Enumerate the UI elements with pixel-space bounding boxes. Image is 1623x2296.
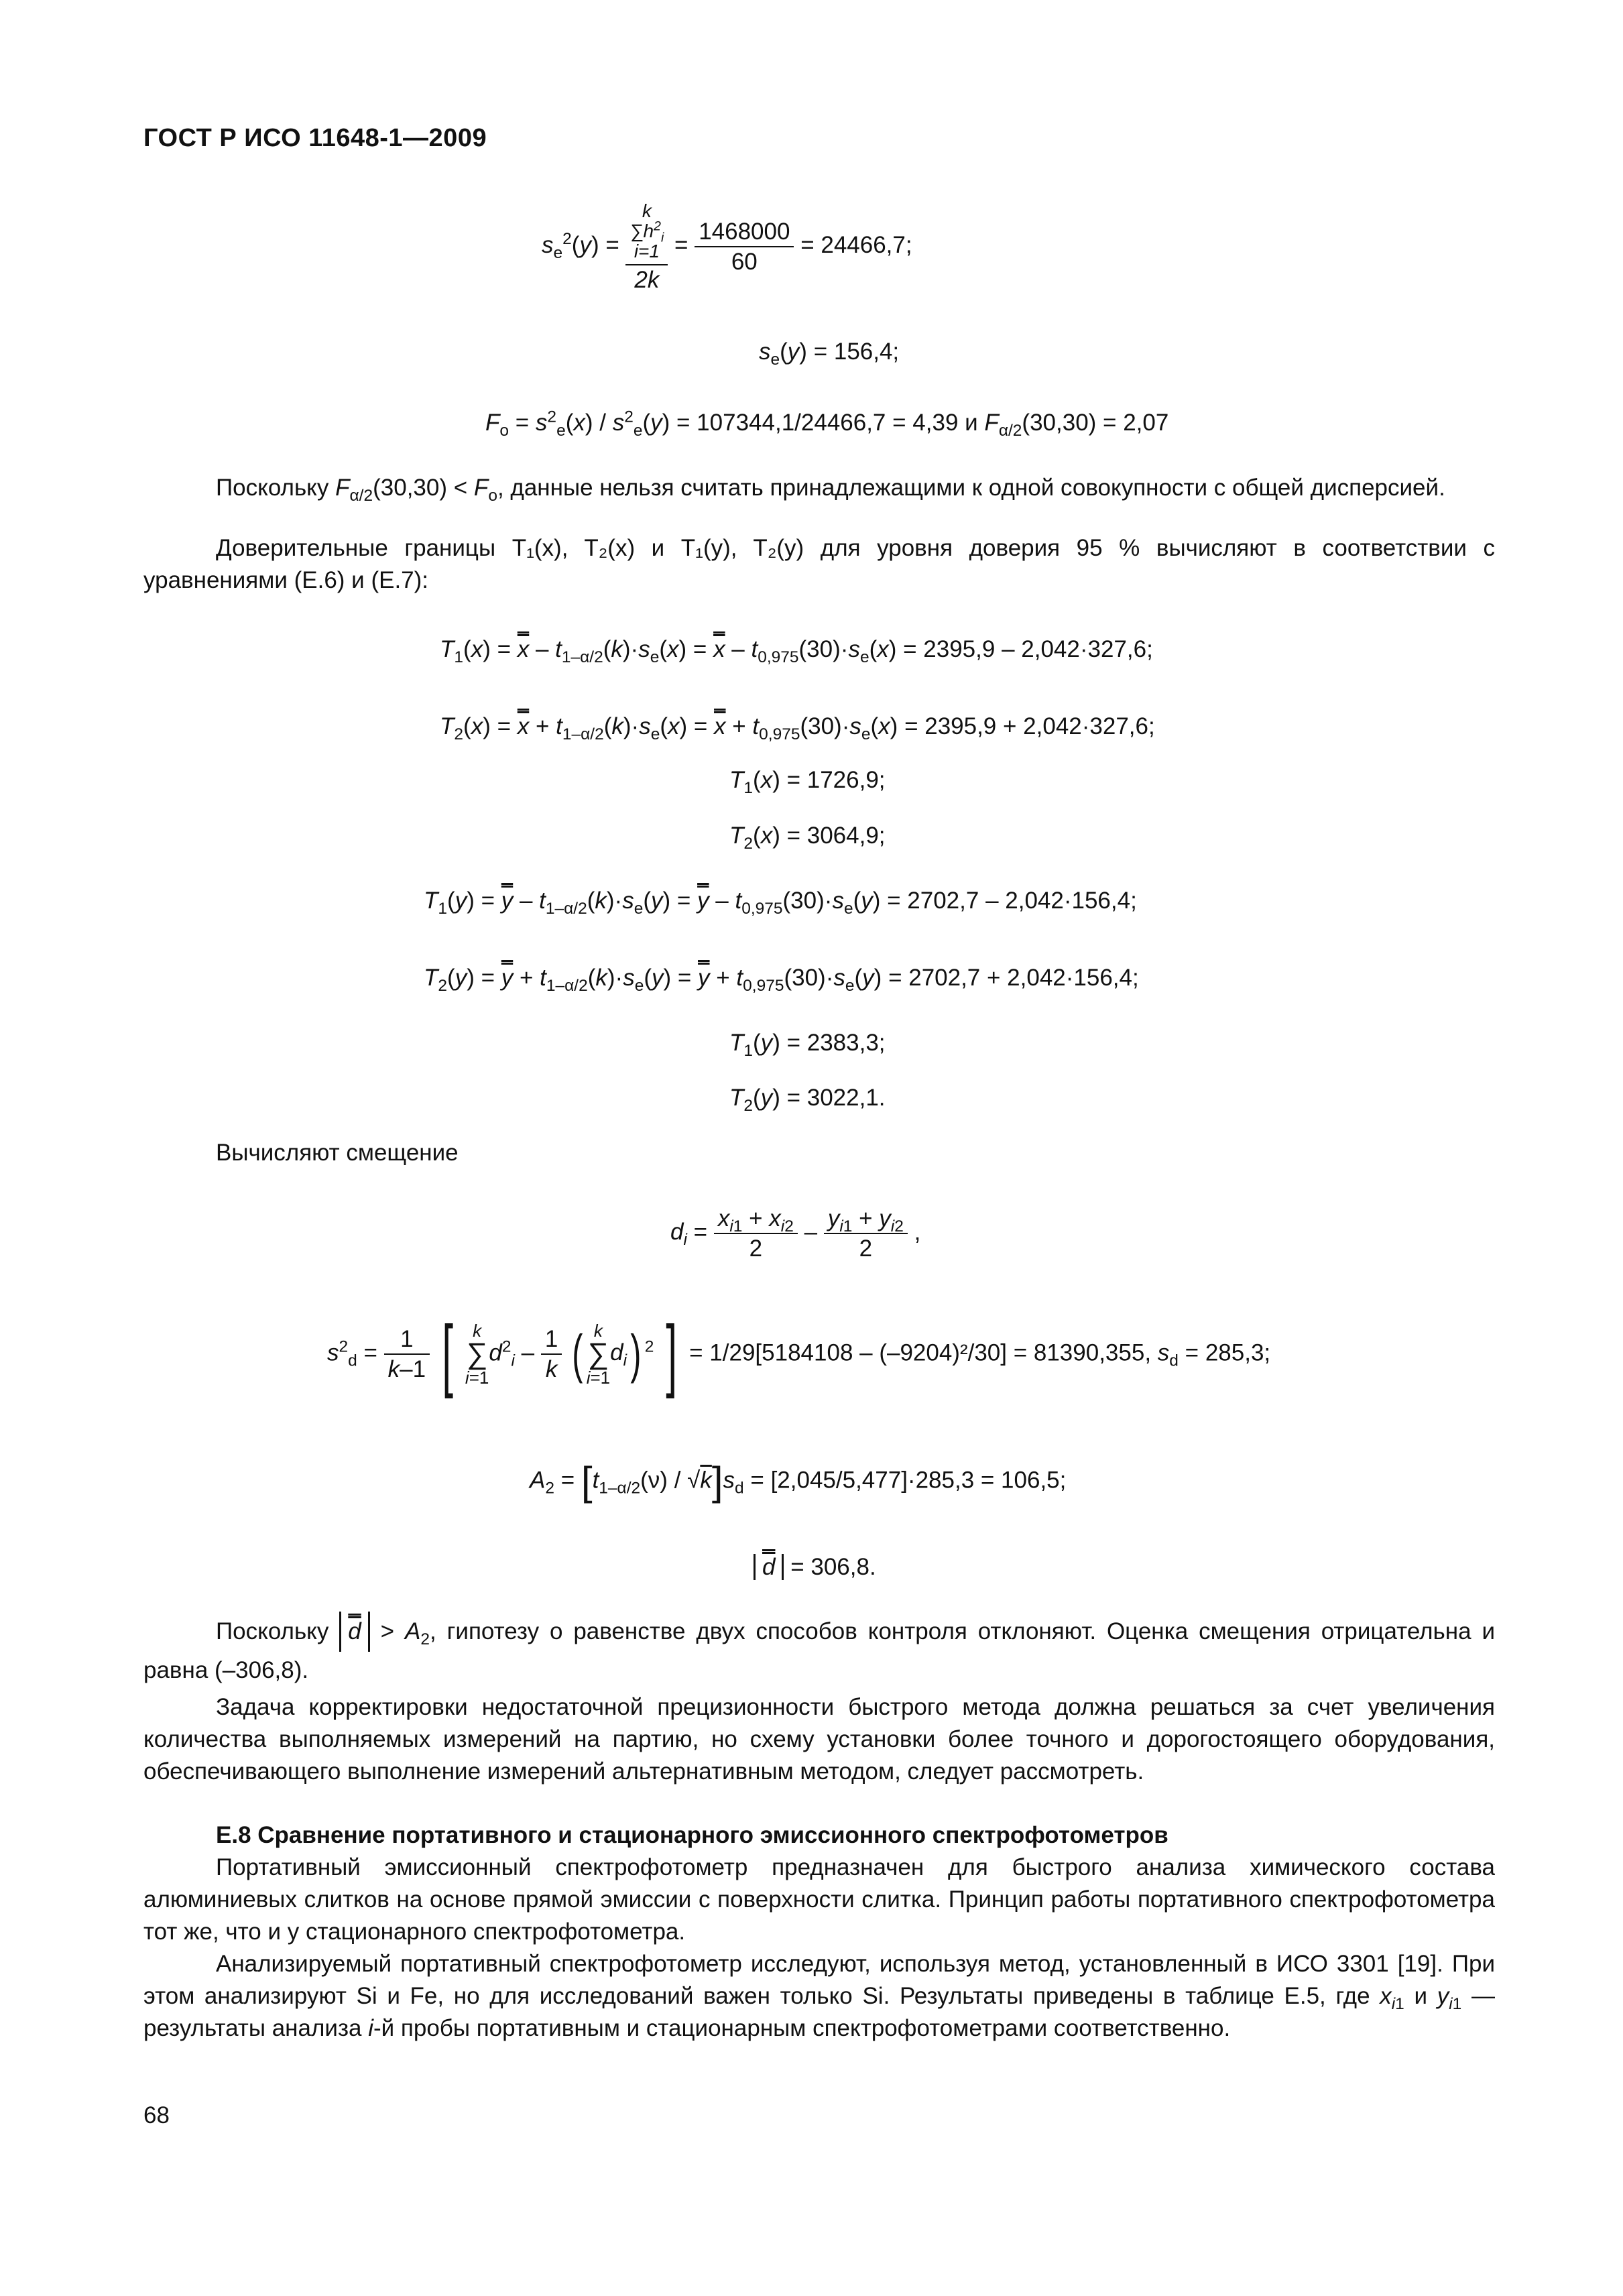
fraction-1468000-60: $\frac{1468000}{60}$ bbox=[695, 220, 794, 274]
paragraph-portable-spectrometer: Портативный эмиссионный спектрофотометр предназначен для быстрого анализа химического состава алюминиевых слитков на основе прямой эмиссии с поверхности слитка. Принцип работы портативного спектрофотометра тот же, что и у стационарного спектрофотометра. bbox=[143, 1854, 1495, 1945]
section-heading: Е.8 Сравнение портативного и стационарного эмиссионного спектрофотометров bbox=[216, 1822, 1168, 1848]
equation-t2-y: $T_2(y) = y + t_{1-\alpha/2}(k)\cdot s_e(y) = y + t_{0,975}(30)\cdot s_e(y) = 2702,7 + 2,042\cdot 156,4$; bbox=[424, 965, 1139, 995]
equation-d-abs: d = 306,8. bbox=[754, 1554, 876, 1580]
paragraph-precision-task: Задача корректировки недостаточной прецизионности быстрого метода должна решаться за счет увеличения количества выполняемых измерений на партию, но схему установки более точного и дорогостоящего оборудования, обеспечивающего выполнение измерений альтернативным методом, следует рассмотреть. bbox=[143, 1694, 1495, 1785]
equation-t1-x-value: $T_1(x) = 1726,9$; bbox=[729, 767, 886, 797]
equation-di: $d_i$ = $\frac{x_{i1} + x_{i2}}{2}$ – $\frac{y_{i1} + y_{i2}}{2}$ , bbox=[670, 1205, 921, 1262]
paragraph-compute-bias: Вычисляют смещение bbox=[216, 1140, 459, 1166]
equation-t1-y: $T_1(y) = y - t_{1-\alpha/2}(k)\cdot s_e(y) = y - t_{0,975}(30)\cdot s_e(y) = 2702,7 - 2,042\cdot 156,4$; bbox=[424, 888, 1137, 918]
fraction-y-sum: $\frac{y_{i1} + y_{i2}}{2}$ bbox=[824, 1207, 908, 1260]
equation-t1-y-value: $T_1(y) = 2383,3$; bbox=[729, 1030, 886, 1060]
paragraph-hypothesis: Поскольку $d > A_2$, гипотезу о равенстве двух способов контроля отклоняют. Оценка смещения отрицательна и равна (–306,8). bbox=[143, 1612, 1495, 1689]
fraction-sum-h: k $\sum h^2_i$ i=1 2k bbox=[625, 201, 668, 292]
equation-se-y: $s_e(y) = 156,4$; bbox=[759, 339, 900, 369]
equation-sd2: $s^2_d$ = $\frac{1}{k-1}$ [ k ∑ $i=1d^2_i$ – $\frac{1}{k}$ ( k ∑ $i=1d_i$) $^2$ ] = 1/29[5184108 – (–9204)²/30] = 81390,355, $s_d = 285,3$; bbox=[327, 1309, 1271, 1399]
page-number: 68 bbox=[143, 2102, 170, 2128]
equation-a2: $A_2 = [t_{1-\alpha/2}(\nu) / √k]s_d = [2,045/5,477]\cdot 285,3 = 106,5$; bbox=[530, 1459, 1067, 1504]
equation-fo: $F_o = s^2_e(x) / s^2_e(y) = 107344,1/24466,7 = 4,39$ и $F_{\alpha/2}(30,30) = 2,07$ bbox=[485, 408, 1169, 440]
equation-se2-y: $s_e^2(y)$ = k $\sum h^2_i$ i=1 2k = $\frac{1468000}{60}$ = 24466,7; bbox=[542, 200, 912, 293]
paragraph-since-f: Поскольку $F_{\alpha/2}(30,30) < F_o$, данные нельзя считать принадлежащими к одной совокупности с общей дисперсией. bbox=[216, 475, 1445, 505]
document-header: ГОСТ Р ИСО 11648-1—2009 bbox=[143, 124, 487, 152]
fraction-1-over-k-1: $\frac{1}{k-1}$ bbox=[384, 1327, 430, 1381]
equation-t1-x: $T_1(x) = x - t_{1-\alpha/2}(k)\cdot s_e(x) = x - t_{0,975}(30)\cdot s_e(x) = 2395,9 - 2,042\cdot 327,6$; bbox=[440, 636, 1153, 666]
equation-t2-x-value: $T_2(x) = 3064,9$; bbox=[729, 823, 886, 853]
paragraph-confidence-limits: Доверительные границы T₁(x), T₂(x) и T₁(y), T₂(y) для уровня доверия 95 % вычисляют в соответствии с уравнениями (Е.6) и (Е.7): bbox=[143, 535, 1495, 593]
fraction-1-over-k: $\frac{1}{k}$ bbox=[541, 1327, 562, 1381]
paragraph-analysis-method: Анализируемый портативный спектрофотометр исследуют, используя метод, установленный в ИСО 3301 [19]. При этом анализируют Si и Fe, но для исследований важен только Si. Результаты приведены в таблице Е.5, где $x_{i1}$ и $y_{i1}$ — результаты анализа i-й пробы портативным и стационарным спектрофотометрами соответственно. bbox=[143, 1951, 1495, 2041]
fraction-x-sum: $\frac{x_{i1} + x_{i2}}{2}$ bbox=[714, 1207, 798, 1260]
equation-t2-y-value: $T_2(y) = 3022,1$. bbox=[729, 1085, 886, 1115]
equation-t2-x: $T_2(x) = x + t_{1-\alpha/2}(k)\cdot s_e(x) = x + t_{0,975}(30)\cdot s_e(x) = 2395,9 + 2,042\cdot 327,6$; bbox=[440, 713, 1155, 743]
